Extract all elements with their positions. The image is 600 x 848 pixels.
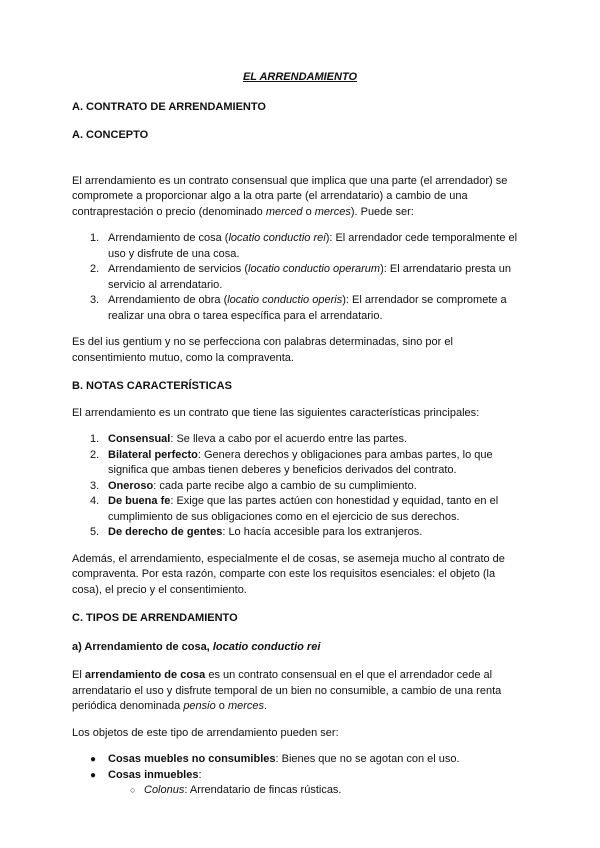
list-number: 1. (90, 433, 100, 445)
object-desc: : Bienes que no se agotan con el uso. (275, 753, 460, 765)
list-item (72, 293, 528, 324)
object-term: Cosas inmuebles (108, 768, 199, 781)
item-text-end: ): El arrendador cede temporalmente el uso y disfrute de una cosa. (108, 232, 518, 260)
list-number: 5. (90, 526, 100, 538)
item-latin: locatio conductio rei (228, 232, 326, 244)
object-term: Cosas muebles no consumibles (108, 753, 276, 765)
list-item (72, 525, 528, 541)
list-number: 2. (90, 263, 100, 275)
sub-term: Colonus (144, 784, 185, 796)
item-text: Arrendamiento de servicios ( (108, 263, 249, 275)
intro-o: o (302, 205, 315, 218)
item-latin: locatio conductio operis (227, 294, 343, 306)
document-title: EL ARRENDAMIENTO (242, 71, 358, 83)
item-latin: locatio conductio operarum (248, 263, 381, 275)
intro-end: ). Puede ser: (350, 205, 414, 218)
intro-text: El arrendamiento es un contrato consensual que implica que una parte (el arrendador) se compromete a proporcionar algo a la otra parte (el arrendatario) a cambio de una contraprestación o precio (denominado (72, 174, 508, 218)
list-number: 3. (90, 294, 100, 306)
note-term: Bilateral perfecto (108, 448, 198, 461)
list-item (108, 783, 528, 799)
list-item (72, 262, 528, 293)
cosa-end: . (264, 700, 268, 712)
cosa-pensio: pensio (183, 700, 216, 712)
note-desc: : Genera derechos y obligaciones para ambas partes, lo que significa que ambas tienen deberes y beneficios derivados del contrato. (108, 448, 493, 476)
document-body (72, 70, 528, 799)
note-term: Oneroso (108, 479, 154, 492)
heading-notes: B. NOTAS CARACTERÍSTICAS (72, 380, 232, 392)
note-desc: : cada parte recibe algo a cambio de su cumplimiento. (153, 479, 417, 492)
list-item (72, 432, 528, 448)
item-text: Arrendamiento de cosa ( (108, 232, 229, 244)
item-text-end: ): El arrendador se compromete a realizar una obra o tarea específica para el arrendatario. (108, 294, 507, 322)
note-desc: : Exige que las partes actúen con honestidad y equidad, tanto en el cumplimiento de sus obligaciones como en el ejercicio de sus derechos. (108, 495, 499, 523)
subheading-arrendamiento-cosa (72, 640, 528, 656)
list-number: 1. (90, 232, 100, 244)
circle-bullet-icon: ○ (130, 785, 136, 795)
bullet-icon: ● (90, 769, 97, 781)
list-item (72, 231, 528, 262)
cosa-text-body: es un contrato consensual en el que el arrendador cede al arrendatario el uso y disfrute temporal de un bien no consumible, a cambio de una renta periódica denominada (72, 669, 502, 712)
sub-desc: : Arrendatario de fincas rústicas. (184, 784, 342, 796)
cosa-term: arrendamiento de cosa (84, 669, 206, 681)
intro-merces: merces (314, 205, 351, 218)
heading-types: C. TIPOS DE ARRENDAMIENTO (72, 612, 238, 624)
list-number: 3. (90, 479, 100, 492)
objects-list (72, 752, 528, 799)
cosa-merces: merces (227, 700, 265, 712)
list-number: 4. (90, 495, 100, 507)
item-text: Arrendamiento de obra ( (108, 294, 228, 306)
item-text-end: ): El arrendatario presta un servicio al arrendatario. (108, 263, 511, 291)
sub-list (108, 783, 528, 799)
notes-list (72, 432, 528, 541)
subheading-latin: locatio conductio rei (212, 640, 321, 653)
note-desc: : Se lleva a cabo por el acuerdo entre las partes. (170, 433, 407, 445)
cosa-paragraph (72, 668, 528, 715)
note-desc: : Lo hacía accesible para los extranjeros. (222, 526, 423, 538)
list-item (72, 768, 528, 799)
subheading-text: a) Arrendamiento de cosa, (72, 640, 213, 653)
heading-concept: A. CONCEPTO (72, 129, 149, 141)
notes-intro: El arrendamiento es un contrato que tiene las siguientes características principales: (72, 406, 480, 419)
compraventa-paragraph: Además, el arrendamiento, especialmente el de cosas, se asemeja mucho al contrato de compraventa. Por esta razón, comparte con este los requisitos esenciales: el objeto (la cosa), el precio y el consentimiento. (72, 552, 505, 596)
note-term: De derecho de gentes (108, 526, 223, 538)
note-term: Consensual (108, 433, 171, 445)
list-item (72, 494, 528, 525)
intro-paragraph (72, 174, 528, 221)
ius-gentium-paragraph: Es del ius gentium y no se perfecciona con palabras determinadas, sino por el consentimiento mutuo, como la compraventa. (72, 336, 453, 364)
objects-intro: Los objetos de este tipo de arrendamiento pueden ser: (72, 726, 339, 739)
object-desc: : (198, 768, 202, 781)
note-term: De buena fe (108, 495, 171, 507)
list-item (72, 448, 528, 479)
list-number: 2. (90, 448, 100, 461)
types-list (72, 231, 528, 324)
list-item (72, 752, 528, 768)
cosa-text: El (72, 669, 85, 681)
heading-contract: A. CONTRATO DE ARRENDAMIENTO (72, 100, 266, 113)
bullet-icon: ● (90, 754, 97, 765)
cosa-o: o (215, 700, 228, 712)
list-item (72, 479, 528, 495)
intro-merced: merced (265, 205, 303, 218)
